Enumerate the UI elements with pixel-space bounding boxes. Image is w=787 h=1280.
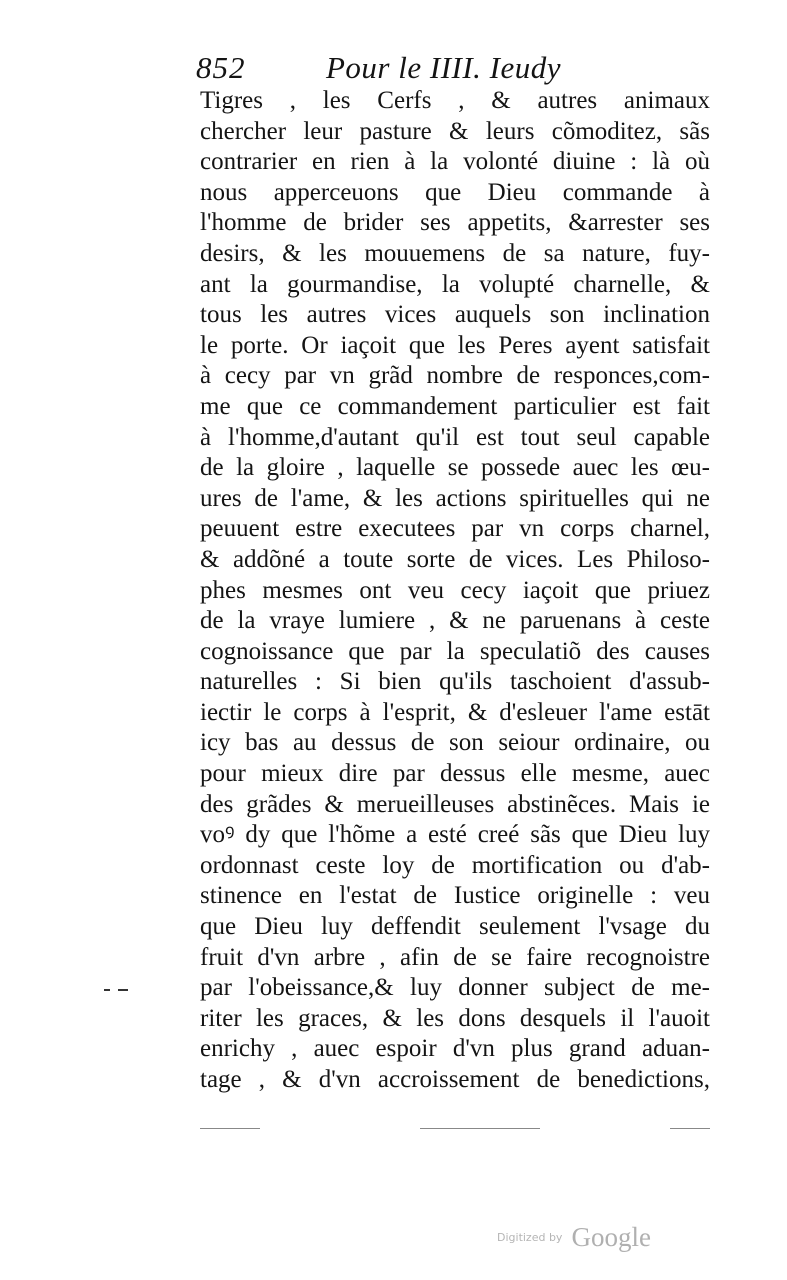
text-line: stinence en l'estat de Iustice originelle : veu (200, 882, 710, 910)
text-line: pour mieux dire par dessus elle mesme, auec (200, 760, 710, 788)
bleed-mark (670, 1128, 710, 1129)
text-line: à cecy par vn grãd nombre de responces,com- (200, 362, 710, 390)
text-line: phes mesmes ont veu cecy iaçoit que priuez (200, 576, 710, 604)
body-text (200, 86, 710, 1096)
running-title: Pour le IIII. Ieudy (326, 50, 562, 85)
text-line: desirs, & les mouuemens de sa nature, fuy- (200, 239, 710, 267)
text-line: par l'obeissance,& luy donner subject de me- (200, 974, 710, 1002)
text-line: iectir le corps à l'esprit, & d'esleuer l'ame estāt (200, 698, 710, 726)
text-line: le porte. Or iaçoit que les Peres ayent satisfait (200, 331, 710, 359)
google-logo-text: Google (571, 1222, 652, 1252)
text-line: ures de l'ame, & les actions spirituelles qui ne (200, 484, 710, 512)
text-line: peuuent estre executees par vn corps charnel, (200, 515, 710, 543)
text-line: de la vraye lumiere , & ne paruenans à ceste (200, 607, 710, 635)
page-number: 852 (196, 50, 246, 85)
text-line: ant la gourmandise, la volupté charnelle, & (200, 270, 710, 298)
text-line: ordonnast ceste loy de mortification ou d'ab- (200, 851, 710, 879)
text-line: Tigres , les Cerfs , & autres animaux (200, 87, 710, 114)
marginal-dash (104, 989, 110, 991)
page-header (196, 48, 616, 88)
text-line: que Dieu luy deffendit seulement l'vsage du (200, 913, 710, 941)
text-line: icy bas au dessus de son seiour ordinaire, ou (200, 729, 710, 757)
text-line: naturelles : Si bien qu'ils taschoient d'assub- (200, 668, 710, 696)
marginal-mark (104, 987, 134, 993)
text-line: chercher leur pasture & leurs cõmoditez, sãs (200, 117, 710, 145)
text-line: fruit d'vn arbre , afin de se faire recognoistre (200, 943, 710, 971)
text-line: tage , & d'vn accroissement de benedictions, (200, 1066, 710, 1093)
text-line: contrarier en rien à la volonté diuine : là où (200, 148, 710, 176)
text-line: riter les graces, & les dons desquels il l'auoit (200, 1004, 710, 1032)
digitized-watermark (497, 1222, 651, 1252)
text-line: tous les autres vices auquels son inclination (200, 301, 710, 329)
text-line: & addõné a toute sorte de vices. Les Philoso- (200, 545, 710, 573)
text-line: des grãdes & merueilleuses abstinẽces. Mais ie (200, 790, 710, 818)
text-line: de la gloire , laquelle se possede auec les œu- (200, 454, 710, 482)
text-line: nous apperceuons que Dieu commande à (200, 178, 710, 206)
text-line: l'homme de brider ses appetits, &arrester ses (200, 209, 710, 237)
digitized-by-label: Digitized by (497, 1231, 563, 1244)
text-line: cognoissance que par la speculatiõ des causes (200, 637, 710, 665)
text-line: à l'homme,d'autant qu'il est tout seul capable (200, 423, 710, 451)
bleed-mark (200, 1128, 260, 1129)
marginal-dash (118, 989, 128, 991)
text-line: voꝰ dy que l'hõme a esté creé sãs que Dieu luy (200, 821, 710, 849)
text-line: enrichy , auec espoir d'vn plus grand aduan- (200, 1035, 710, 1063)
text-line: me que ce commandement particulier est fait (200, 392, 710, 420)
bottom-bleed-through (200, 1126, 710, 1132)
bleed-mark (420, 1128, 540, 1129)
